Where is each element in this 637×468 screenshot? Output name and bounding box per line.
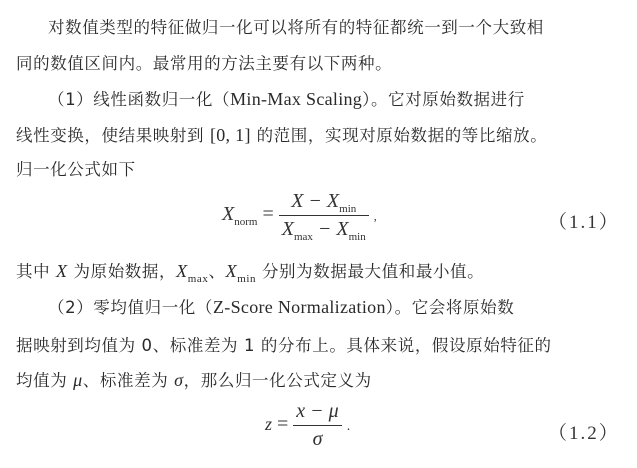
equation-number-1-1: （1.1） [548,212,620,233]
equation-1-1 [222,190,377,241]
text: （1）线性函数归一化（ [48,90,231,109]
paragraph-zscore-line1: （2）零均值归一化（Z-Score Normalization）。它会将原始数 [48,297,515,317]
range-text: [0, 1] [209,125,251,145]
fraction [293,400,341,451]
paragraph-minmax-line2 [16,122,547,146]
eq-comma: , [373,209,377,224]
paragraph-minmax-line1 [48,86,525,110]
term-z-score: Z-Score Normalization [213,297,386,317]
paragraph-zscore-line3: 均值为 μ、标准差为 σ，那么归一化公式定义为 [16,370,372,390]
eq-period: . [346,419,351,435]
paragraph-variables: 其中 X 为原始数据，$X_{max}$、$X_{min}$ 分别为数据最大值和最小值。 [16,261,485,285]
paragraph-zscore-line2: 据映射到均值为 0、标准差为 1 的分布上。具体来说，假设原始特征的 [16,336,552,355]
paragraph-intro-line1: 对数值类型的特征做归一化可以将所有的特征都统一到一个大致相 [48,18,544,37]
paragraph-intro-line2: 同的数值区间内。最常用的方法主要有以下两种。 [16,54,393,73]
text: 线性变换，使结果映射到 [16,126,210,145]
eq-equals: = [277,413,289,436]
eq-lhs: z [265,414,273,435]
text: 的范围，实现对原始数据的等比缩放。 [250,126,548,145]
eq-lhs-sub: norm [234,216,258,229]
text: ）。它对原始数据进行 [362,90,525,109]
fraction [279,190,369,241]
paragraph-minmax-line3: 归一化公式如下 [16,160,136,179]
eq-equals: = [262,203,274,226]
denominator: $X_{max} - X_{min}$ [281,218,366,243]
term-min-max-scaling: Min-Max Scaling [230,89,363,109]
equation-number-1-2: （1.2） [548,423,620,444]
equation-1-2 [265,400,350,451]
numerator: x − μ [293,400,341,426]
eq-lhs: X [222,203,235,226]
denominator: σ [312,428,323,450]
numerator: $X - X_{min}$ [279,190,369,216]
